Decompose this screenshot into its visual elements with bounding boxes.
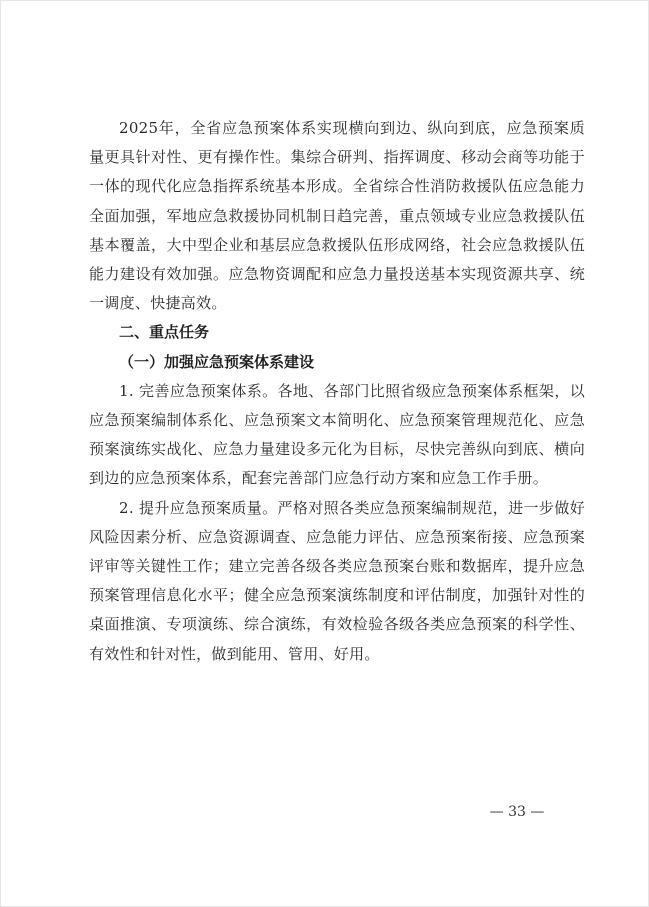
paragraph-improve-plan-system: 1. 完善应急预案体系。各地、各部门比照省级应急预案体系框架，以应急预案编制体系化、应急预案文本简明化、应急预案管理规范化、应急预案演练实战化、应急力量建设多元化为目标，尽快完善纵向到底、横向到边的应急预案体系，配套完善部门应急行动方案和应急工作手册。 xyxy=(89,381,585,488)
page-content xyxy=(89,114,585,669)
paragraph-improve-plan-quality: 2. 提升应急预案质量。严格对照各类应急预案编制规范，进一步做好风险因素分析、应急资源调查、应急能力评估、应急预案衔接、应急预案评审等关键性工作；建立完善各级各类应急预案台账和数据库，提升应急预案管理信息化水平；健全应急预案演练制度和评估制度，加强针对性的桌面推演、专项演练、综合演练，有效检验各级各类应急预案的科学性、有效性和针对性，做到能用、管用、好用。 xyxy=(89,498,585,663)
paragraph-goals-2025: 2025年，全省应急预案体系实现横向到边、纵向到底，应急预案质量更具针对性、更有操作性。集综合研判、指挥调度、移动会商等功能于一体的现代化应急指挥系统基本形成。全省综合性消防救援队伍应急能力全面加强，军地应急救援协同机制日趋完善，重点领域专业应急救援队伍基本覆盖，大中型企业和基层应急救援队伍形成网络，社会应急救援队伍能力建设有效加强。应急物资调配和应急力量投送基本实现资源共享、统一调度、快捷高效。 xyxy=(89,119,585,313)
subsection-heading-plan-system: （一）加强应急预案体系建设 xyxy=(119,352,315,371)
page-number: — 33 — xyxy=(489,804,545,820)
section-heading-key-tasks: 二、重点任务 xyxy=(119,323,210,342)
